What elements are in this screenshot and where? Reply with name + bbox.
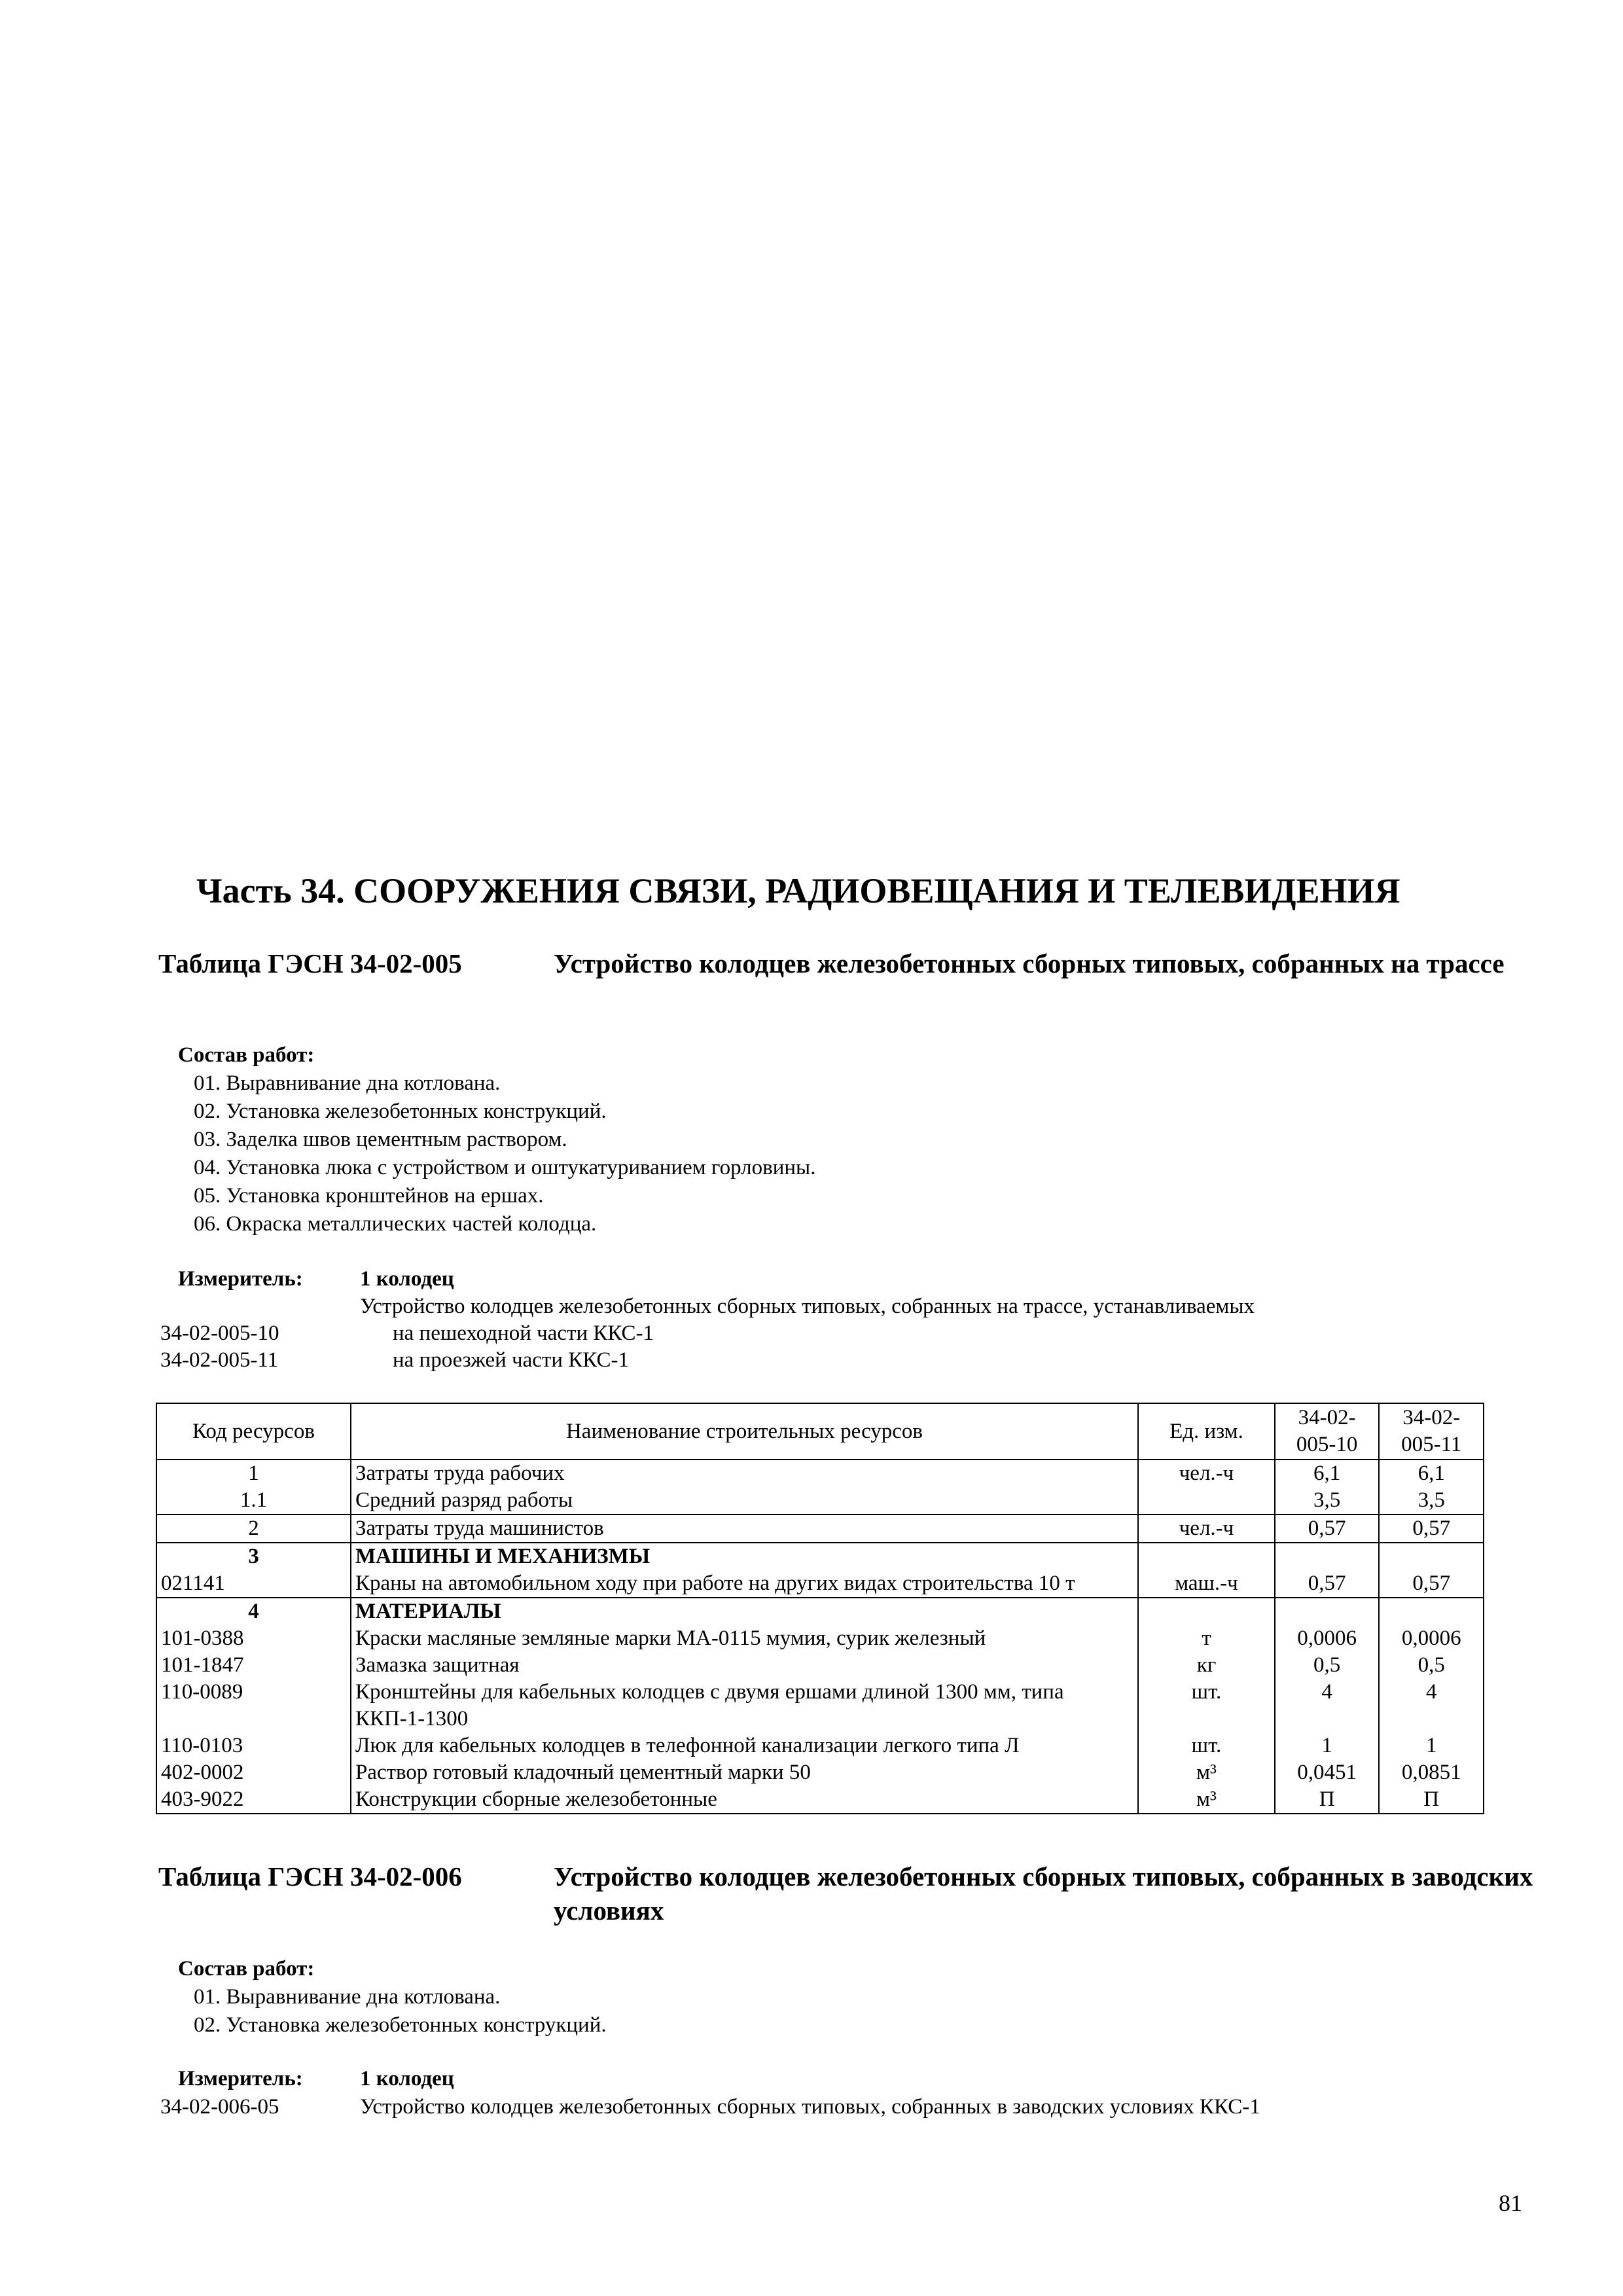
operation-item: 06. Окраска металлических частей колодца. <box>194 1212 597 1236</box>
cell-name: Замазка защитная <box>351 1652 1138 1679</box>
operation-item: 01. Выравнивание дна котлована. <box>194 1985 501 2009</box>
table-row <box>156 1598 1484 1625</box>
operation-item: 04. Установка люка с устройством и оштукатуриванием горловины. <box>194 1156 816 1179</box>
cell-value-1: 6,1 <box>1275 1460 1380 1487</box>
cell-unit <box>1138 1598 1275 1625</box>
cell-name: Конструкции сборные железобетонные <box>351 1786 1138 1814</box>
table1-meter-value: 1 колодец <box>360 1267 454 1291</box>
header-col1-line: 34-02- <box>1298 1406 1356 1429</box>
cell-unit: кг <box>1138 1652 1275 1679</box>
cell-value-2: 1 <box>1379 1732 1484 1759</box>
norm-code: 34-02-005-11 <box>160 1348 279 1372</box>
cell-code: 3 <box>156 1543 351 1570</box>
table2-meter-label: Измеритель: <box>178 2067 303 2090</box>
cell-value-2 <box>1379 1598 1484 1625</box>
cell-name: МАТЕРИАЛЫ <box>351 1598 1138 1625</box>
header-col2-line: 005-11 <box>1401 1433 1462 1456</box>
table-body <box>156 1460 1484 1814</box>
cell-value-1: 3,5 <box>1275 1487 1380 1515</box>
cell-value-1: 0,0451 <box>1275 1759 1380 1786</box>
cell-unit: чел.-ч <box>1138 1460 1275 1487</box>
cell-unit: м³ <box>1138 1759 1275 1786</box>
table-row <box>156 1570 1484 1598</box>
cell-name: Раствор готовый кладочный цементный марки 50 <box>351 1759 1138 1786</box>
cell-value-1: 0,57 <box>1275 1515 1380 1543</box>
table2-operations <box>194 1983 607 2039</box>
cell-code: 2 <box>156 1515 351 1543</box>
header-unit: Ед. изм. <box>1138 1403 1275 1460</box>
cell-code: 110-0103 <box>156 1732 351 1759</box>
table1-operations <box>194 1069 815 1238</box>
table-row <box>156 1759 1484 1786</box>
cell-value-1: 0,0006 <box>1275 1625 1380 1652</box>
page-number: 81 <box>1499 2190 1522 2216</box>
cell-value-1: 4 <box>1275 1679 1380 1732</box>
header-col2-line: 34-02- <box>1402 1406 1461 1429</box>
norm-row <box>160 2094 1502 2121</box>
cell-code: 402-0002 <box>156 1759 351 1786</box>
cell-code: 1.1 <box>156 1487 351 1515</box>
table-row <box>156 1679 1484 1732</box>
table2-norms <box>160 2094 1502 2121</box>
cell-value-1 <box>1275 1543 1380 1570</box>
table-header-row <box>156 1403 1484 1460</box>
cell-value-1: 1 <box>1275 1732 1380 1759</box>
cell-unit: чел.-ч <box>1138 1515 1275 1543</box>
table-row <box>156 1732 1484 1759</box>
cell-code: 1 <box>156 1460 351 1487</box>
norm-name: на проезжей части ККС-1 <box>393 1348 629 1372</box>
table-row <box>156 1515 1484 1543</box>
header-code: Код ресурсов <box>156 1403 351 1460</box>
operation-item: 02. Установка железобетонных конструкций. <box>194 1100 607 1123</box>
norm-code: 34-02-006-05 <box>160 2095 279 2119</box>
table2-name: Устройство колодцев железобетонных сборных типовых, собранных в заводских условиях <box>554 1861 1533 1926</box>
table2-sostav-label: Состав работ: <box>178 1957 315 1981</box>
cell-name: Люк для кабельных колодцев в телефонной канализации легкого типа Л <box>351 1732 1138 1759</box>
table-row <box>156 1625 1484 1652</box>
norm-name: на пешеходной части ККС-1 <box>393 1321 654 1345</box>
norm-row <box>160 1347 1338 1374</box>
table1-name: Устройство колодцев железобетонных сборных типовых, собранных на трассе <box>554 948 1505 978</box>
table1-norm-intro: Устройство колодцев железобетонных сборных типовых, собранных на трассе, устанавливаемых <box>360 1295 1255 1318</box>
cell-unit <box>1138 1487 1275 1515</box>
table-row <box>156 1786 1484 1814</box>
part-title: Часть 34. СООРУЖЕНИЯ СВЯЗИ, РАДИОВЕЩАНИЯ И ТЕЛЕВИДЕНИЯ <box>196 871 1400 910</box>
header-col1 <box>1275 1403 1380 1460</box>
header-col1-line: 005-10 <box>1296 1433 1358 1456</box>
table2-meter-value: 1 колодец <box>360 2067 454 2090</box>
table-row <box>156 1460 1484 1487</box>
cell-code: 110-0089 <box>156 1679 351 1732</box>
cell-unit: т <box>1138 1625 1275 1652</box>
cell-value-1: П <box>1275 1786 1380 1814</box>
norm-code: 34-02-005-10 <box>160 1321 279 1345</box>
header-col2 <box>1379 1403 1484 1460</box>
cell-value-1 <box>1275 1598 1380 1625</box>
cell-code: 101-1847 <box>156 1652 351 1679</box>
table2-code: Таблица ГЭСН 34-02-006 <box>158 1861 462 1892</box>
cell-code: 4 <box>156 1598 351 1625</box>
cell-unit <box>1138 1543 1275 1570</box>
cell-value-2: 0,57 <box>1379 1570 1484 1598</box>
cell-name: Средний разряд работы <box>351 1487 1138 1515</box>
table1-norms <box>160 1320 1338 1374</box>
cell-unit: м³ <box>1138 1786 1275 1814</box>
cell-value-2: 0,0851 <box>1379 1759 1484 1786</box>
operation-item: 02. Установка железобетонных конструкций. <box>194 2013 607 2037</box>
operation-item: 05. Установка кронштейнов на ершах. <box>194 1184 544 1208</box>
cell-name: Кронштейны для кабельных колодцев с двумя ершами длиной 1300 мм, типа ККП-1-1300 <box>351 1679 1138 1732</box>
cell-value-2 <box>1379 1543 1484 1570</box>
cell-value-2: 4 <box>1379 1679 1484 1732</box>
table-row <box>156 1543 1484 1570</box>
table1-meter-label: Измеритель: <box>178 1267 303 1291</box>
cell-value-2: 6,1 <box>1379 1460 1484 1487</box>
table1-sostav-label: Состав работ: <box>178 1043 315 1067</box>
header-name: Наименование строительных ресурсов <box>351 1403 1138 1460</box>
operation-item: 01. Выравнивание дна котлована. <box>194 1071 501 1095</box>
norm-row <box>160 1320 1338 1347</box>
cell-name: Краны на автомобильном ходу при работе на других видах строительства 10 т <box>351 1570 1138 1598</box>
cell-value-2: П <box>1379 1786 1484 1814</box>
cell-value-2: 3,5 <box>1379 1487 1484 1515</box>
cell-value-1: 0,5 <box>1275 1652 1380 1679</box>
table-row <box>156 1487 1484 1515</box>
cell-name: Затраты труда рабочих <box>351 1460 1138 1487</box>
cell-unit: шт. <box>1138 1679 1275 1732</box>
cell-unit: маш.-ч <box>1138 1570 1275 1598</box>
cell-name: МАШИНЫ И МЕХАНИЗМЫ <box>351 1543 1138 1570</box>
operation-item: 03. Заделка швов цементным раствором. <box>194 1128 567 1151</box>
cell-name: Краски масляные земляные марки МА-0115 мумия, сурик железный <box>351 1625 1138 1652</box>
table1-code: Таблица ГЭСН 34-02-005 <box>158 948 462 978</box>
cell-unit: шт. <box>1138 1732 1275 1759</box>
cell-code: 403-9022 <box>156 1786 351 1814</box>
cell-value-1: 0,57 <box>1275 1570 1380 1598</box>
table-row <box>156 1652 1484 1679</box>
cell-name: Затраты труда машинистов <box>351 1515 1138 1543</box>
cell-value-2: 0,5 <box>1379 1652 1484 1679</box>
norm-name: Устройство колодцев железобетонных сборных типовых, собранных в заводских условиях ККС-1 <box>360 2095 1260 2119</box>
resource-table <box>156 1403 1484 1814</box>
cell-code: 101-0388 <box>156 1625 351 1652</box>
cell-value-2: 0,0006 <box>1379 1625 1484 1652</box>
cell-code: 021141 <box>156 1570 351 1598</box>
cell-value-2: 0,57 <box>1379 1515 1484 1543</box>
